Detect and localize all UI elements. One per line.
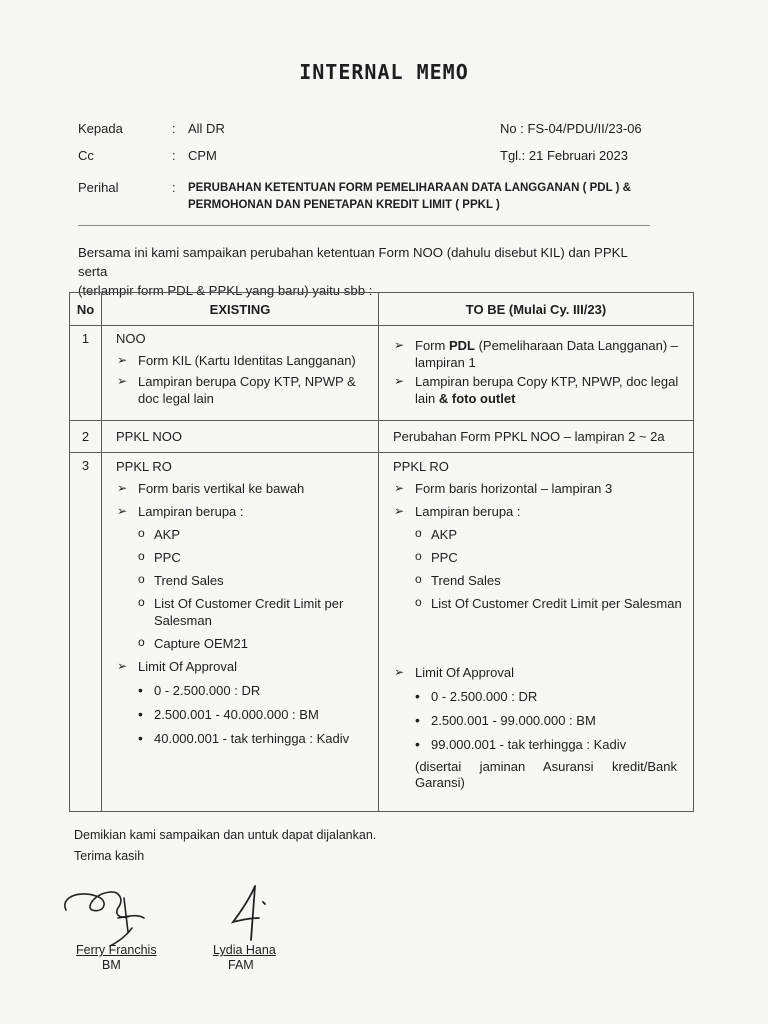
list-item: • 2.500.001 - 99.000.000 : BM [379,712,693,729]
list-item: • 0 - 2.500.000 : DR [102,682,378,699]
table-row [70,421,694,453]
table-row [70,326,694,421]
perihal-label: Perihal [78,180,119,195]
list-item: • 40.000.001 - tak terhingga : Kadiv [102,730,378,747]
list-item: ➢ Limit Of Approval [379,664,693,681]
list-item: o PPC [379,549,683,566]
table-row [70,453,694,812]
memo-date [500,148,628,163]
signer-1-name: Ferry Franchis [76,943,157,957]
list-item: o PPC [102,549,364,566]
list-item: ➢ Lampiran berupa Copy KTP, NPWP & doc legal lain [102,373,368,407]
row3-tobe [379,453,694,812]
text-fragment: (Pemeliharaan Data Langganan) – lampiran 1 [415,338,679,370]
kepada-colon: : [172,121,176,136]
memo-title: INTERNAL MEMO [299,60,469,84]
list-item [379,337,679,371]
perihal-value [188,180,638,214]
intro-line-1: Bersama ini kami sampaikan perubahan ketentuan Form NOO (dahulu disebut KIL) dan PPKL serta [78,245,628,279]
text-fragment: Lampiran berupa Copy KTP, NPWP, doc legal lain [415,374,679,406]
row-number: 3 [70,453,102,812]
list-item: o Capture OEM21 [102,635,364,652]
row1-existing-title: NOO [116,331,146,346]
row3-existing-title: PPKL RO [116,459,172,474]
list-item: ➢ Limit Of Approval [102,658,378,675]
perihal-line-2: PERMOHONAN DAN PENETAPAN KREDIT LIMIT ( PPKL ) [188,199,500,211]
row2-tobe: Perubahan Form PPKL NOO – lampiran 2 ~ 2a [379,421,694,453]
closing-line-2: Terima kasih [74,849,145,863]
text-fragment: Form [415,338,449,353]
row3-tobe-title: PPKL RO [393,459,449,474]
list-item: ➢ Form baris vertikal ke bawah [102,480,378,497]
no-colon: : [520,121,524,136]
list-item: • 2.500.001 - 40.000.000 : BM [102,706,378,723]
cc-value: CPM [188,148,217,163]
row-number: 1 [70,326,102,421]
header-no: No [70,293,102,326]
list-item: ➢ Lampiran berupa : [102,503,378,520]
list-item: o List Of Customer Credit Limit per Salesman [102,595,364,629]
intro-line-2: (terlampir form PDL & PPKL yang baru) yaitu sbb : [78,283,373,298]
signer-2-name: Lydia Hana [213,943,276,957]
tgl-colon: : [521,148,526,163]
header-tobe: TO BE (Mulai Cy. III/23) [379,293,694,326]
kepada-label: Kepada [78,121,123,136]
row-number: 2 [70,421,102,453]
text-fragment-bold: & foto outlet [438,391,516,406]
row2-existing: PPKL NOO [102,421,379,453]
list-item: • 99.000.001 - tak terhingga : Kadiv [379,736,693,753]
list-item: ➢ Form KIL (Kartu Identitas Langganan) [102,352,368,369]
closing-line-1: Demikian kami sampaikan dan untuk dapat dijalankan. [74,828,377,842]
row1-tobe [379,326,694,421]
text-fragment-bold: PDL [448,338,475,353]
list-item: ➢ Lampiran berupa : [379,503,693,520]
list-item: • 0 - 2.500.000 : DR [379,688,693,705]
signer-2-role: FAM [228,958,254,972]
list-item: o AKP [102,526,364,543]
perihal-line-1: PERUBAHAN KETENTUAN FORM PEMELIHARAAN DATA LANGGANAN ( PDL ) & [188,182,631,194]
no-value: FS-04/PDU/II/23-06 [527,121,642,136]
table-header-row [70,293,694,326]
list-item: o Trend Sales [102,572,364,589]
memo-number [500,121,642,136]
guarantee-note: (disertai jaminan Asuransi kredit/Bank Garansi) [415,759,677,790]
change-table [69,292,694,812]
row3-existing [102,453,379,812]
header-existing: EXISTING [102,293,379,326]
row1-existing [102,326,379,421]
no-label: No [500,121,517,136]
list-item: ➢ Form baris horizontal – lampiran 3 [379,480,693,497]
tgl-value: 21 Februari 2023 [528,148,628,163]
tgl-label: Tgl. [500,148,522,163]
list-item: o AKP [379,526,683,543]
list-item: o Trend Sales [379,572,683,589]
signature-lydia [225,880,275,950]
signature-ferry [58,880,168,950]
header-divider [78,225,650,226]
closing-text [74,825,376,867]
perihal-colon: : [172,180,176,195]
list-item: o List Of Customer Credit Limit per Salesman [379,595,683,612]
list-item [379,373,679,407]
signer-1-role: BM [102,958,121,972]
cc-colon: : [172,148,176,163]
kepada-value: All DR [188,121,225,136]
cc-label: Cc [78,148,94,163]
